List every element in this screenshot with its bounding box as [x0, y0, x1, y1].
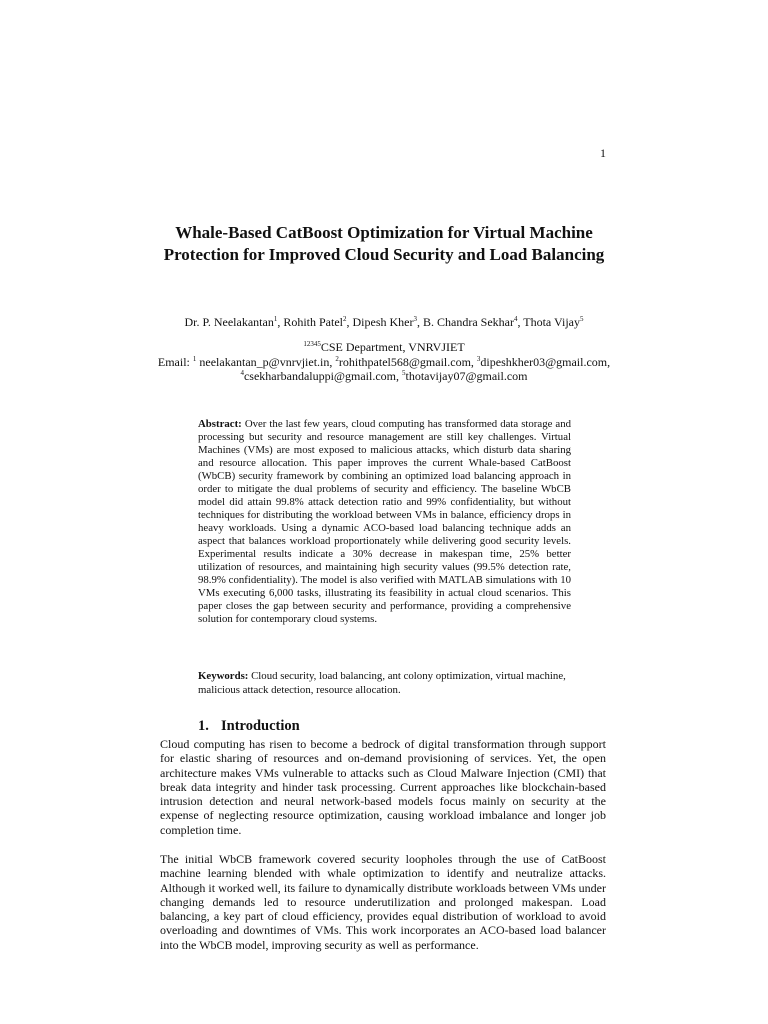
email-sup: 1: [192, 354, 197, 363]
department-name: CSE Department, VNRVJIET: [320, 340, 465, 354]
keywords-text: Cloud security, load balancing, ant colony optimization, virtual machine, malicious attack detection, resource allocation.: [198, 670, 566, 696]
author-sup: 2: [343, 315, 347, 323]
email-line: [100, 355, 668, 370]
author-name: Rohith Patel: [283, 315, 343, 329]
email-address[interactable]: csekharbandaluppi@gmail.com,: [243, 369, 399, 383]
section-heading: [198, 718, 300, 735]
abstract-label: Abstract:: [198, 418, 242, 430]
page-number: 1: [600, 146, 606, 160]
email-address[interactable]: rohithpatel568@gmail.com,: [338, 354, 474, 369]
author-sup: 3: [413, 315, 417, 323]
author-list: Dr. P. Neelakantan$^1$, Rohith Patel$^2$, Dipesh Kher$^3$, B. Chandra Sekhar$^4$, Thota Vijay$^5$: [184, 315, 584, 329]
department-line: [100, 340, 668, 355]
abstract-paragraph: [198, 418, 571, 626]
email-address[interactable]: dipeshkher03@gmail.com,: [480, 354, 611, 369]
author-name: Dipesh Kher: [352, 315, 414, 329]
section-number: 1.: [198, 718, 209, 734]
email-sup: 2: [335, 354, 339, 363]
author-sup: 5: [579, 315, 584, 323]
email-sup: 4: [240, 369, 244, 377]
author-name: B. Chandra Sekhar: [422, 315, 514, 329]
email-address[interactable]: thotavijay07@gmail.com: [405, 369, 528, 383]
author-name: Thota Vijay: [523, 315, 580, 329]
author-sup: 1: [273, 315, 278, 323]
affiliation-sup: 12345: [303, 340, 321, 348]
email-address[interactable]: neelakantan_p@vnrvjiet.in,: [196, 354, 333, 369]
section-title: Introduction: [221, 718, 300, 734]
body-paragraph: The initial WbCB framework covered security loopholes through the use of CatBoost machine learning blended with whale optimization to identify and neutralize attacks. Although it worked well, its failure to dynamically distribute workloads between VMs under changing demands led to resource underutilization and prolonged makespan. Load balancing, a key part of cloud efficiency, provides equal distribution of workload to avoid overloading and downtimes of VMs. This work incorporates an ACO-based load balancer into the WbCB model, improving security as well as performance.: [160, 852, 606, 952]
email-sup: 3: [476, 354, 481, 363]
keywords-paragraph: [198, 670, 571, 697]
email-line: [100, 369, 668, 384]
affiliation-block: [100, 340, 668, 384]
author-name: Dr. P. Neelakantan: [184, 315, 274, 329]
email-prefix: Email:: [157, 354, 190, 369]
paper-title: Whale-Based CatBoost Optimization for Virtual Machine Protection for Improved Cloud Security and Load Balancing: [163, 223, 605, 264]
abstract-text: Over the last few years, cloud computing has transformed data storage and processing but security and resource management are still key challenges. Virtual Machines (VMs) are most exposed to malicious attacks, which disturb data sharing and resource allocation. This paper improves the current Whale-based CatBoost (WbCB) security framework by combining an optimized load balancing approach in order to mitigate the dual problems of security and efficiency. The baseline WbCB model did attain 99.8% attack detection ratio and 99% confidentiality, but without techniques for distributing the workload between VMs in balance, efficiency drops in heavy workloads. Using a dynamic ACO-based load balancing technique adds an aspect that balances workload proportionately while delivering good security levels. Experimental results indicate a 30% decrease in makespan time, 25% better utilization of resources, and maintaining high security values (99.5% detection rate, 98.9% confidentiality). The model is also verified with MATLAB simulations with 10 VMs executing 6,000 tasks, illustrating its feasibility in actual cloud scenarios. This paper closes the gap between security and performance, providing a comprehensive solution for contemporary cloud systems.: [198, 418, 571, 625]
keywords-label: Keywords:: [198, 670, 249, 682]
body-paragraph: Cloud computing has risen to become a bedrock of digital transformation through support for elastic sharing of resources and on-demand provisioning of services. Yet, the open architecture makes VMs vulnerable to attacks such as Cloud Malware Injection (CMI) that break data integrity and hinder task processing. Current approaches like blockchain-based intrusion detection and neural network-based models focus mainly on security at the expense of neglecting resource optimization, causing workload imbalance and longer job completion time.: [160, 737, 606, 837]
email-sup: 5: [401, 369, 406, 377]
author-sup: 4: [513, 315, 518, 323]
